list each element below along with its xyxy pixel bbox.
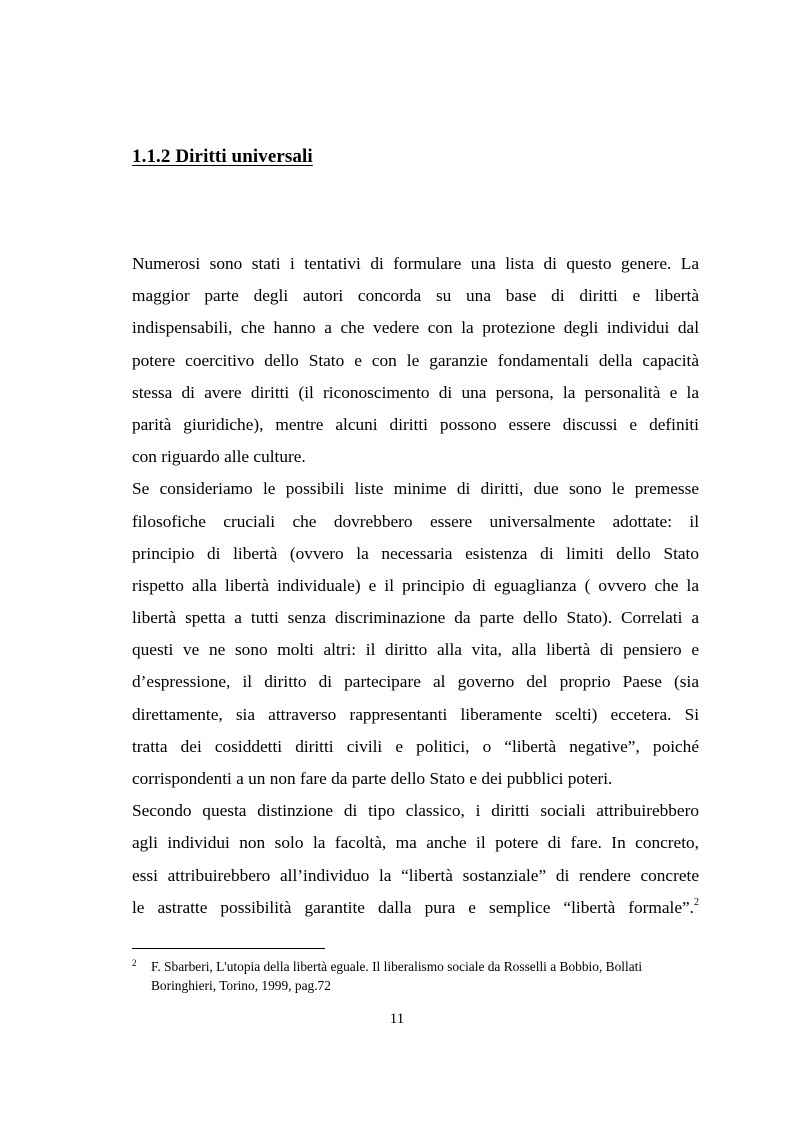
paragraph-1-line-7: con riguardo alle culture. — [132, 447, 306, 467]
paragraph-3-line-3: essi attribuirebbero all’individuo la “libertà sostanziale” di rendere concrete — [132, 865, 699, 885]
paragraph-1-line-4: potere coercitivo dello Stato e con le garanzie fondamentali della capacità — [132, 350, 699, 370]
paragraph-3-line-1: Secondo questa distinzione di tipo classico, i diritti sociali attribuirebbero — [132, 801, 699, 821]
paragraph-1-line-6: parità giuridiche), mentre alcuni diritti possono essere discussi e definiti — [132, 414, 699, 434]
paragraph-2-line-7: d’espressione, il diritto di partecipare al governo del proprio Paese (sia — [132, 672, 699, 692]
footnote-marker: 2 — [132, 958, 137, 968]
paragraph-2-line-6: questi ve ne sono molti altri: il diritto alla vita, alla libertà di pensiero e — [132, 640, 699, 660]
paragraph-2-line-10: corrispondenti a un non fare da parte dello Stato e dei pubblici poteri. — [132, 769, 613, 788]
paragraph-2-line-4: rispetto alla libertà individuale) e il principio di eguaglianza ( ovvero che la — [132, 575, 699, 595]
footnote-line-2: Boringhieri, Torino, 1999, pag.72 — [151, 978, 331, 993]
paragraph-2-line-9: tratta dei cosiddetti diritti civili e politici, o “libertà negative”, poiché — [132, 736, 699, 756]
paragraph-1-line-5: stessa di avere diritti (il riconoscimento di una persona, la personalità e la — [132, 382, 699, 402]
paragraph-2-line-1: Se consideriamo le possibili liste minime di diritti, due sono le premesse — [132, 479, 699, 499]
footnote — [132, 957, 702, 995]
paragraph-2-line-2: filosofiche cruciali che dovrebbero essere universalmente adottate: il — [132, 511, 699, 531]
paragraph-2-line-8: direttamente, sia attraverso rappresentanti liberamente scelti) eccetera. Si — [132, 704, 699, 724]
paragraph-2-line-3: principio di libertà (ovvero la necessaria esistenza di limiti dello Stato — [132, 543, 699, 563]
footnote-reference[interactable]: 2 — [694, 896, 699, 908]
paragraph-1-line-2: maggior parte degli autori concorda su una base di diritti e libertà — [132, 286, 699, 306]
paragraph-1-line-1: Numerosi sono stati i tentativi di formulare una lista di questo genere. La — [132, 254, 699, 273]
paragraph-2-line-5: libertà spetta a tutti senza discriminazione da parte dello Stato). Correlati a — [132, 608, 699, 628]
paragraph-1-line-3: indispensabili, che hanno a che vedere con la protezione degli individui dal — [132, 318, 699, 338]
page-number: 11 — [389, 1011, 405, 1027]
paragraph-3-line-4 — [132, 892, 699, 924]
section-heading: 1.1.2 Diritti universali — [132, 146, 313, 167]
paragraph-3-line-2: agli individui non solo la facoltà, ma anche il potere di fare. In concreto, — [132, 833, 699, 853]
body-text — [132, 248, 699, 924]
footnote-divider — [132, 948, 325, 949]
footnote-line-1: F. Sbarberi, L'utopia della libertà eguale. Il liberalismo sociale da Rosselli a Bobbio, Bollati — [151, 959, 643, 974]
paragraph-3-line-4-text: le astratte possibilità garantite dalla pura e semplice “libertà formale”. — [132, 897, 694, 917]
